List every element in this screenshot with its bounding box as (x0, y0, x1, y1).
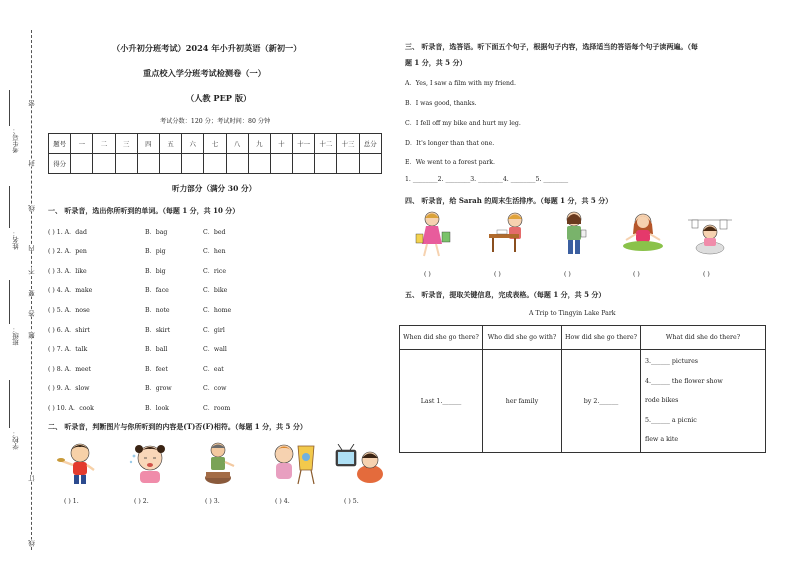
exam-title-line1: （小升初分班考试）2024 年小升初英语（新初一） (112, 43, 302, 53)
girl-sneezing-picture (128, 440, 172, 486)
trip-header-what: What did she do there? (641, 326, 766, 350)
score-cell[interactable] (159, 154, 181, 174)
score-header-cell: 总分 (359, 134, 381, 154)
binding-field-name: 姓名： (12, 230, 20, 250)
score-cell[interactable] (137, 154, 159, 174)
school-line[interactable] (9, 380, 10, 428)
section1-item-number[interactable]: ( ) 4. A．make (48, 287, 93, 294)
score-table-score-row (49, 154, 382, 174)
score-cell[interactable] (93, 154, 115, 174)
section4-answer-5[interactable]: ( ) (703, 271, 710, 278)
trip-table (399, 325, 766, 453)
score-header-cell: 十 (270, 134, 292, 154)
score-cell[interactable] (293, 154, 315, 174)
trip-header-who: Who did she go with? (483, 326, 562, 350)
section1-option-c: C．rice (203, 268, 226, 275)
binding-field-school: 学校： (12, 430, 20, 450)
section4-title: 四、 听录音，给 Sarah 的周末生活排序。（每题 1 分，共 5 分） (405, 196, 613, 205)
score-header-cell: 六 (182, 134, 204, 154)
section1-item-number[interactable]: ( ) 1. A．dad (48, 229, 87, 236)
section2-title: 二、 听录音，判断图片与你所听到的内容是(T)否(F)相符。（每题 1 分，共 5 分） (48, 422, 307, 431)
section3-title-line1: 三、 听录音，选答语。听下面五个句子，根据句子内容，选择适当的答语每个句子读两遍。（每 (405, 42, 698, 51)
section1-option-c: C．girl (203, 327, 225, 334)
section4-answer-2[interactable]: ( ) (494, 271, 501, 278)
girl-studying-picture (485, 210, 531, 256)
score-cell[interactable] (359, 154, 381, 174)
section1-option-c: C．bed (203, 229, 226, 236)
score-header-cell: 八 (226, 134, 248, 154)
man-watering-picture (198, 440, 242, 486)
section3-option-d: D．It's longer than that one. (405, 140, 495, 147)
girl-painting-picture (268, 440, 318, 486)
binding-mark: 题 (28, 332, 36, 339)
score-cell[interactable] (71, 154, 93, 174)
score-header-cell: 十一 (293, 134, 315, 154)
score-table-header-row (49, 134, 382, 154)
section1-option-b: B．big (145, 268, 166, 275)
score-cell[interactable] (315, 154, 337, 174)
binding-mark: 线 (28, 205, 36, 212)
exam-title-line3: （人教 PEP 版） (186, 93, 252, 103)
trip-cell-how[interactable]: by 2.______ (562, 350, 641, 453)
score-cell[interactable] (270, 154, 292, 174)
child-watching-tv-picture (334, 444, 384, 486)
trip-what-item-4[interactable]: 4.______ the flower show (645, 377, 723, 385)
trip-cell-when[interactable]: Last 1.______ (400, 350, 483, 453)
girl-with-drink-picture (556, 210, 592, 258)
score-cell[interactable] (204, 154, 226, 174)
binding-mark: 不 (28, 268, 36, 275)
section4-answer-3[interactable]: ( ) (564, 271, 571, 278)
section1-title: 一、 听录音，选出你所听到的单词。（每题 1 分，共 10 分） (48, 206, 240, 215)
score-header-cell: 三 (115, 134, 137, 154)
section1-item-number[interactable]: ( ) 10. A．cook (48, 405, 94, 412)
section2-answer-5[interactable]: ( ) 5. (344, 498, 359, 505)
name-line[interactable] (9, 186, 10, 228)
section1-item-number[interactable]: ( ) 5. A．nose (48, 307, 90, 314)
binding-mark: 答 (28, 310, 36, 317)
section3-option-e: E．We went to a forest park. (405, 159, 496, 166)
section1-item-number[interactable]: ( ) 3. A．like (48, 268, 87, 275)
exam-info: 考试分数：120 分；考试时间：80 分钟 (160, 118, 271, 125)
binding-mark: 封 (28, 160, 36, 167)
class-line[interactable] (9, 280, 10, 324)
binding-mark: 要 (28, 290, 36, 297)
trip-table-title: A Trip to Tingyin Lake Park (529, 310, 616, 317)
score-header-cell: 十二 (315, 134, 337, 154)
score-header-cell: 四 (137, 134, 159, 154)
trip-what-item-rode: rode bikes (645, 397, 679, 405)
trip-what-item-kite: flew a kite (645, 436, 679, 444)
trip-what-item-5[interactable]: 5.______ a picnic (645, 416, 697, 424)
girl-doing-yoga-picture (620, 210, 666, 256)
trip-cell-who: her family (483, 350, 562, 453)
section1-option-b: B．grow (145, 385, 172, 392)
score-header-cell: 二 (93, 134, 115, 154)
trip-header-when: When did she go there? (400, 326, 483, 350)
section4-answer-4[interactable]: ( ) (633, 271, 640, 278)
score-header-cell: 一 (71, 134, 93, 154)
binding-mark: 线 (28, 540, 36, 547)
score-cell[interactable] (115, 154, 137, 174)
section3-title-line2: 题 1 分，共 5 分） (405, 58, 467, 67)
section1-option-b: B．note (145, 307, 170, 314)
section1-option-b: B．bag (145, 229, 168, 236)
boy-eating-picture (56, 440, 100, 486)
score-header-cell: 七 (204, 134, 226, 154)
examinee-number-line[interactable] (9, 90, 10, 126)
girl-doing-laundry-picture (686, 214, 734, 256)
section3-option-a: A．Yes, I saw a film with my friend. (405, 80, 516, 87)
exam-title-line2: 重点校入学分班考试检测卷（一） (143, 68, 266, 78)
section1-option-c: C．bike (203, 287, 228, 294)
section3-option-c: C．I fell off my bike and hurt my leg. (405, 120, 521, 127)
score-header-cell: 十三 (337, 134, 359, 154)
section1-option-c: C．hen (203, 248, 226, 255)
score-header-cell: 九 (248, 134, 270, 154)
section1-option-b: B．ball (145, 346, 168, 353)
section1-option-c: C．home (203, 307, 232, 314)
section1-option-c: C．room (203, 405, 231, 412)
score-cell[interactable] (226, 154, 248, 174)
section1-option-b: B．skirt (145, 327, 171, 334)
score-table (48, 133, 382, 174)
binding-field-examinee-number: 考生号： (12, 127, 20, 153)
section3-answer-blanks[interactable]: 1. ________2. ________3. ________4. ________5. ________ (405, 176, 569, 183)
section2-answer-3[interactable]: ( ) 3. (205, 498, 220, 505)
section1-option-c: C．wall (203, 346, 227, 353)
section1-item-number[interactable]: ( ) 7. A．talk (48, 346, 88, 353)
binding-mark: 密 (28, 100, 36, 107)
section1-option-b: B．feet (145, 366, 168, 373)
section4-answer-1[interactable]: ( ) (424, 271, 431, 278)
trip-table-header-row (400, 326, 766, 350)
section1-item-number[interactable]: ( ) 2. A．pen (48, 248, 87, 255)
trip-cell-what (641, 350, 766, 453)
section1-option-b: B．pig (145, 248, 166, 255)
trip-table-body-row (400, 350, 766, 453)
score-header-cell: 五 (159, 134, 181, 154)
section1-item-number[interactable]: ( ) 9. A．slow (48, 385, 90, 392)
trip-what-item-3[interactable]: 3.______ pictures (645, 358, 699, 366)
trip-header-how: How did she go there? (562, 326, 641, 350)
section1-option-c: C．cow (203, 385, 227, 392)
score-cell[interactable] (337, 154, 359, 174)
score-row-label: 得分 (49, 154, 71, 174)
section1-item-number[interactable]: ( ) 8. A．meet (48, 366, 91, 373)
section1-item-number[interactable]: ( ) 6. A．shirt (48, 327, 90, 334)
section2-answer-1[interactable]: ( ) 1. (64, 498, 79, 505)
section1-option-b: B．look (145, 405, 169, 412)
section2-answer-2[interactable]: ( ) 2. (134, 498, 149, 505)
girl-shopping-picture (414, 210, 454, 258)
section3-option-b: B．I was good, thanks. (405, 100, 477, 107)
score-cell[interactable] (248, 154, 270, 174)
score-header-cell: 题号 (49, 134, 71, 154)
binding-mark: 订 (28, 475, 36, 482)
binding-mark: 内 (28, 245, 36, 252)
section2-answer-4[interactable]: ( ) 4. (275, 498, 290, 505)
listening-section-title: 听力部分（满分 30 分） (172, 184, 257, 193)
section5-title: 五、 听录音，提取关键信息，完成表格。（每题 1 分，共 5 分） (405, 290, 606, 299)
score-cell[interactable] (182, 154, 204, 174)
section1-option-c: C．eat (203, 366, 224, 373)
section1-option-b: B．face (145, 287, 169, 294)
binding-field-class: 班级： (12, 326, 20, 346)
